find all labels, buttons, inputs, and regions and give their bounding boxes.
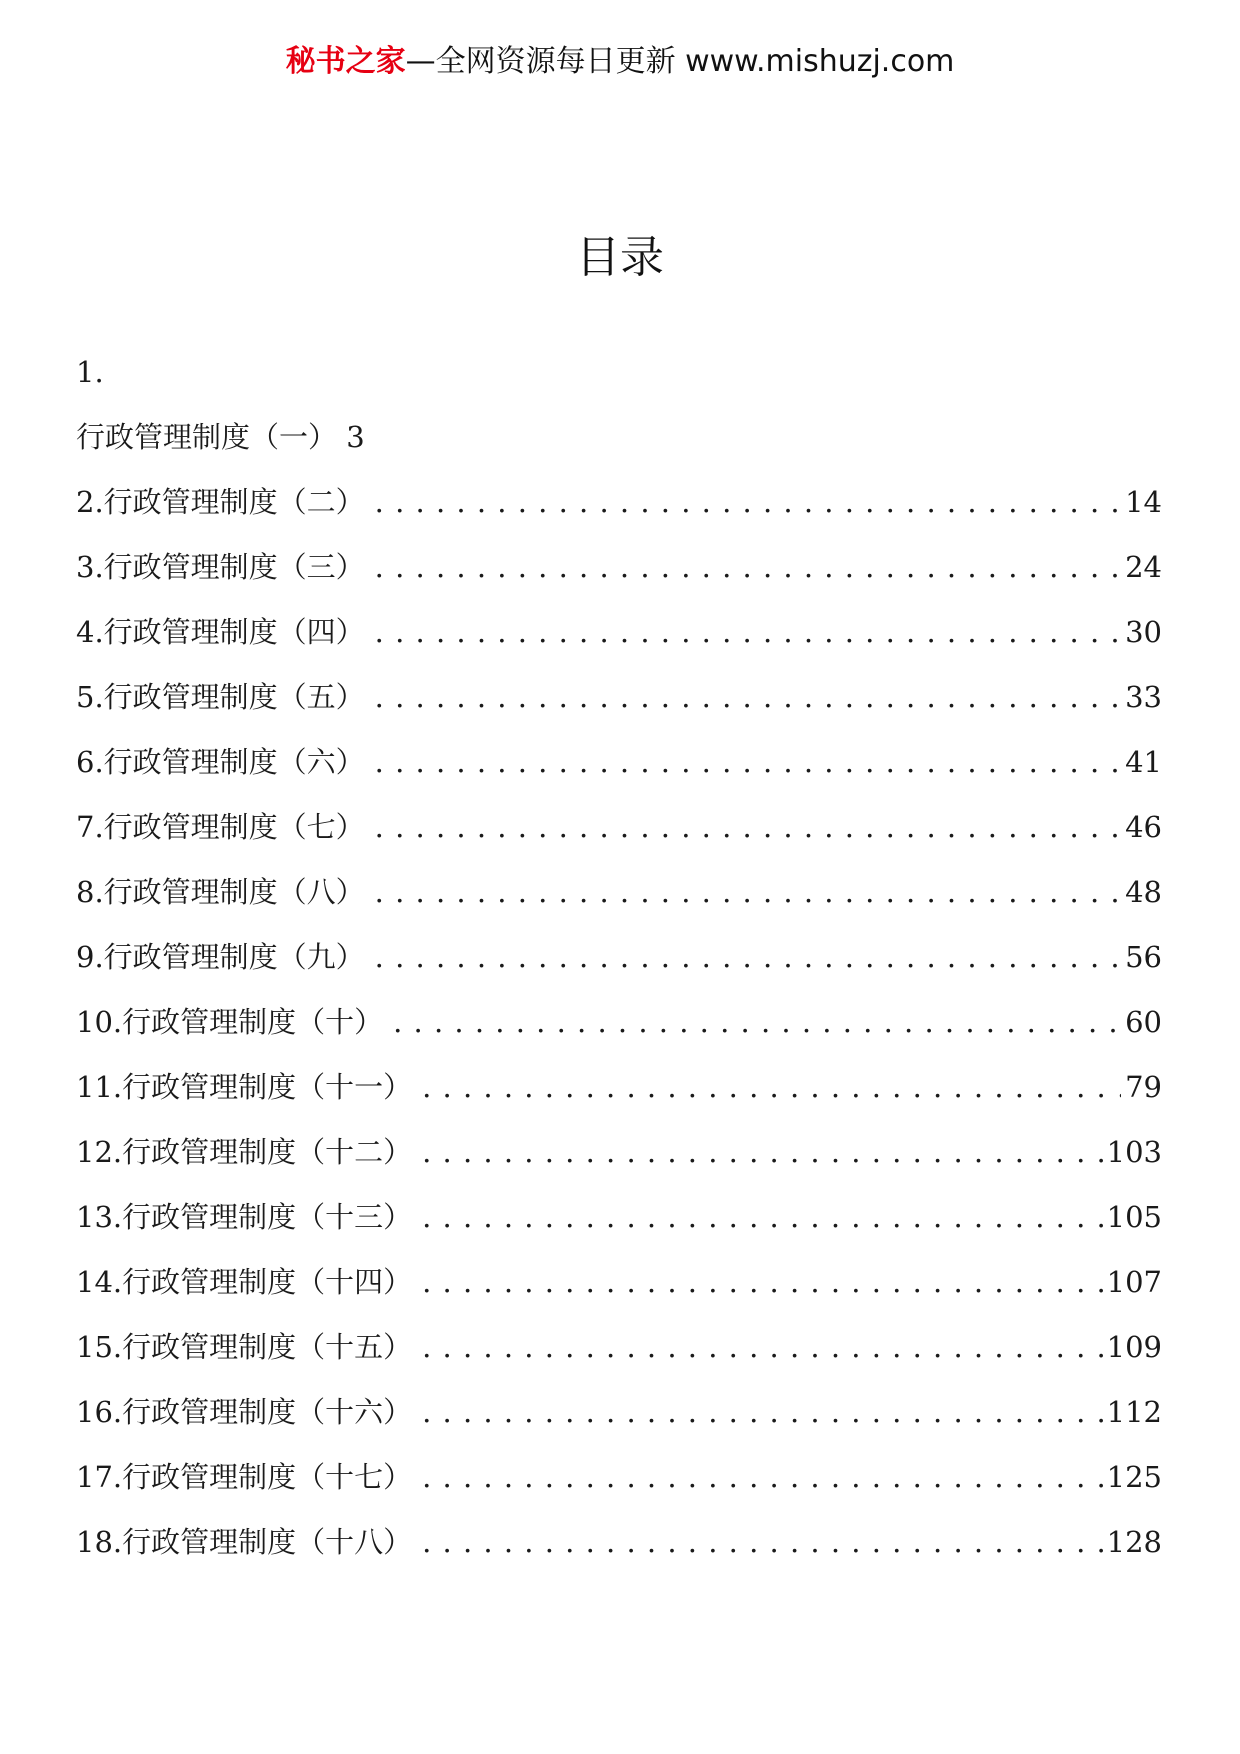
toc-entry-label: 7.行政管理制度（七）: [76, 810, 365, 844]
toc-entry-page: 79: [1125, 1070, 1162, 1104]
toc-leader-dots: [375, 480, 1121, 524]
toc-entry[interactable]: [76, 1455, 1162, 1520]
toc-leader-dots: [422, 1520, 1103, 1564]
toc-leader-dots: [375, 610, 1121, 654]
toc-entry-page: 24: [1125, 550, 1162, 584]
toc-entry-page: 30: [1125, 615, 1162, 649]
toc-entry-page: 14: [1125, 485, 1162, 519]
toc-entry[interactable]: [76, 805, 1162, 870]
toc-entry[interactable]: [76, 1260, 1162, 1325]
toc-leader-dots: [375, 935, 1121, 979]
toc-entry[interactable]: [76, 480, 1162, 545]
toc-entry[interactable]: [76, 1520, 1162, 1585]
toc-entry-page: 125: [1106, 1460, 1162, 1494]
toc-entry-label: 2.行政管理制度（二）: [76, 485, 365, 519]
toc-entry[interactable]: [76, 545, 1162, 610]
toc-entry-label: 4.行政管理制度（四）: [76, 615, 365, 649]
toc-leader-dots: [422, 1455, 1103, 1499]
toc-entry-label: 12.行政管理制度（十二）: [76, 1135, 413, 1169]
toc-entry-page: 112: [1106, 1395, 1162, 1429]
toc-entry[interactable]: [76, 870, 1162, 935]
table-of-contents: [76, 350, 1162, 1585]
toc-entry[interactable]: [76, 1000, 1162, 1065]
toc-entry-label: 18.行政管理制度（十八）: [76, 1525, 413, 1559]
toc-entry-page: 41: [1125, 745, 1162, 779]
toc-entry-page: 48: [1125, 875, 1162, 909]
header-brand: 秘书之家: [285, 44, 406, 79]
toc-leader-dots: [422, 1390, 1103, 1434]
toc-entry-page: 60: [1125, 1005, 1162, 1039]
toc-first-number: 1.: [76, 355, 104, 389]
toc-leader-dots: [422, 1065, 1121, 1109]
toc-leader-dots: [375, 545, 1121, 589]
toc-entry[interactable]: [76, 1130, 1162, 1195]
toc-leader-dots: [422, 1130, 1103, 1174]
toc-entry[interactable]: [76, 675, 1162, 740]
toc-entry-page: 103: [1106, 1135, 1162, 1169]
toc-entry-label: 9.行政管理制度（九）: [76, 940, 365, 974]
toc-entry[interactable]: [76, 1325, 1162, 1390]
toc-entry[interactable]: [76, 610, 1162, 675]
toc-entry-page: 105: [1106, 1200, 1162, 1234]
toc-entry-page: 109: [1106, 1330, 1162, 1364]
header-tagline: —全网资源每日更新 www.mishuzj.com: [405, 44, 955, 79]
toc-entry-label: 17.行政管理制度（十七）: [76, 1460, 413, 1494]
toc-first-entry[interactable]: 行政管理制度（一） 3: [76, 420, 365, 454]
toc-leader-dots: [375, 805, 1121, 849]
toc-leader-dots: [422, 1195, 1103, 1239]
toc-entry-label: 5.行政管理制度（五）: [76, 680, 365, 714]
toc-entry-label: 15.行政管理制度（十五）: [76, 1330, 413, 1364]
toc-entry[interactable]: [76, 935, 1162, 1000]
toc-leader-dots: [375, 740, 1121, 784]
toc-leader-dots: [375, 870, 1121, 914]
toc-entry-page: 56: [1125, 940, 1162, 974]
toc-entry-label: 3.行政管理制度（三）: [76, 550, 365, 584]
toc-leader-dots: [422, 1325, 1103, 1369]
toc-entry-label: 8.行政管理制度（八）: [76, 875, 365, 909]
toc-entry[interactable]: [76, 740, 1162, 805]
page-title: 目录: [576, 232, 664, 283]
toc-entry-page: 33: [1125, 680, 1162, 714]
toc-entry-page: 128: [1106, 1525, 1162, 1559]
page-header: [0, 42, 1240, 82]
toc-entry-label: 6.行政管理制度（六）: [76, 745, 365, 779]
toc-leader-dots: [422, 1260, 1103, 1304]
toc-leader-dots: [393, 1000, 1121, 1044]
toc-entry[interactable]: [76, 1390, 1162, 1455]
toc-entry[interactable]: [76, 1065, 1162, 1130]
toc-leader-dots: [375, 675, 1121, 719]
toc-entry-label: 13.行政管理制度（十三）: [76, 1200, 413, 1234]
toc-entry-label: 10.行政管理制度（十）: [76, 1005, 384, 1039]
toc-entry-page: 46: [1125, 810, 1162, 844]
toc-entry[interactable]: [76, 1195, 1162, 1260]
toc-entry-label: 16.行政管理制度（十六）: [76, 1395, 413, 1429]
toc-entry-label: 11.行政管理制度（十一）: [76, 1070, 413, 1104]
toc-entry-label: 14.行政管理制度（十四）: [76, 1265, 413, 1299]
toc-entry-page: 107: [1106, 1265, 1162, 1299]
